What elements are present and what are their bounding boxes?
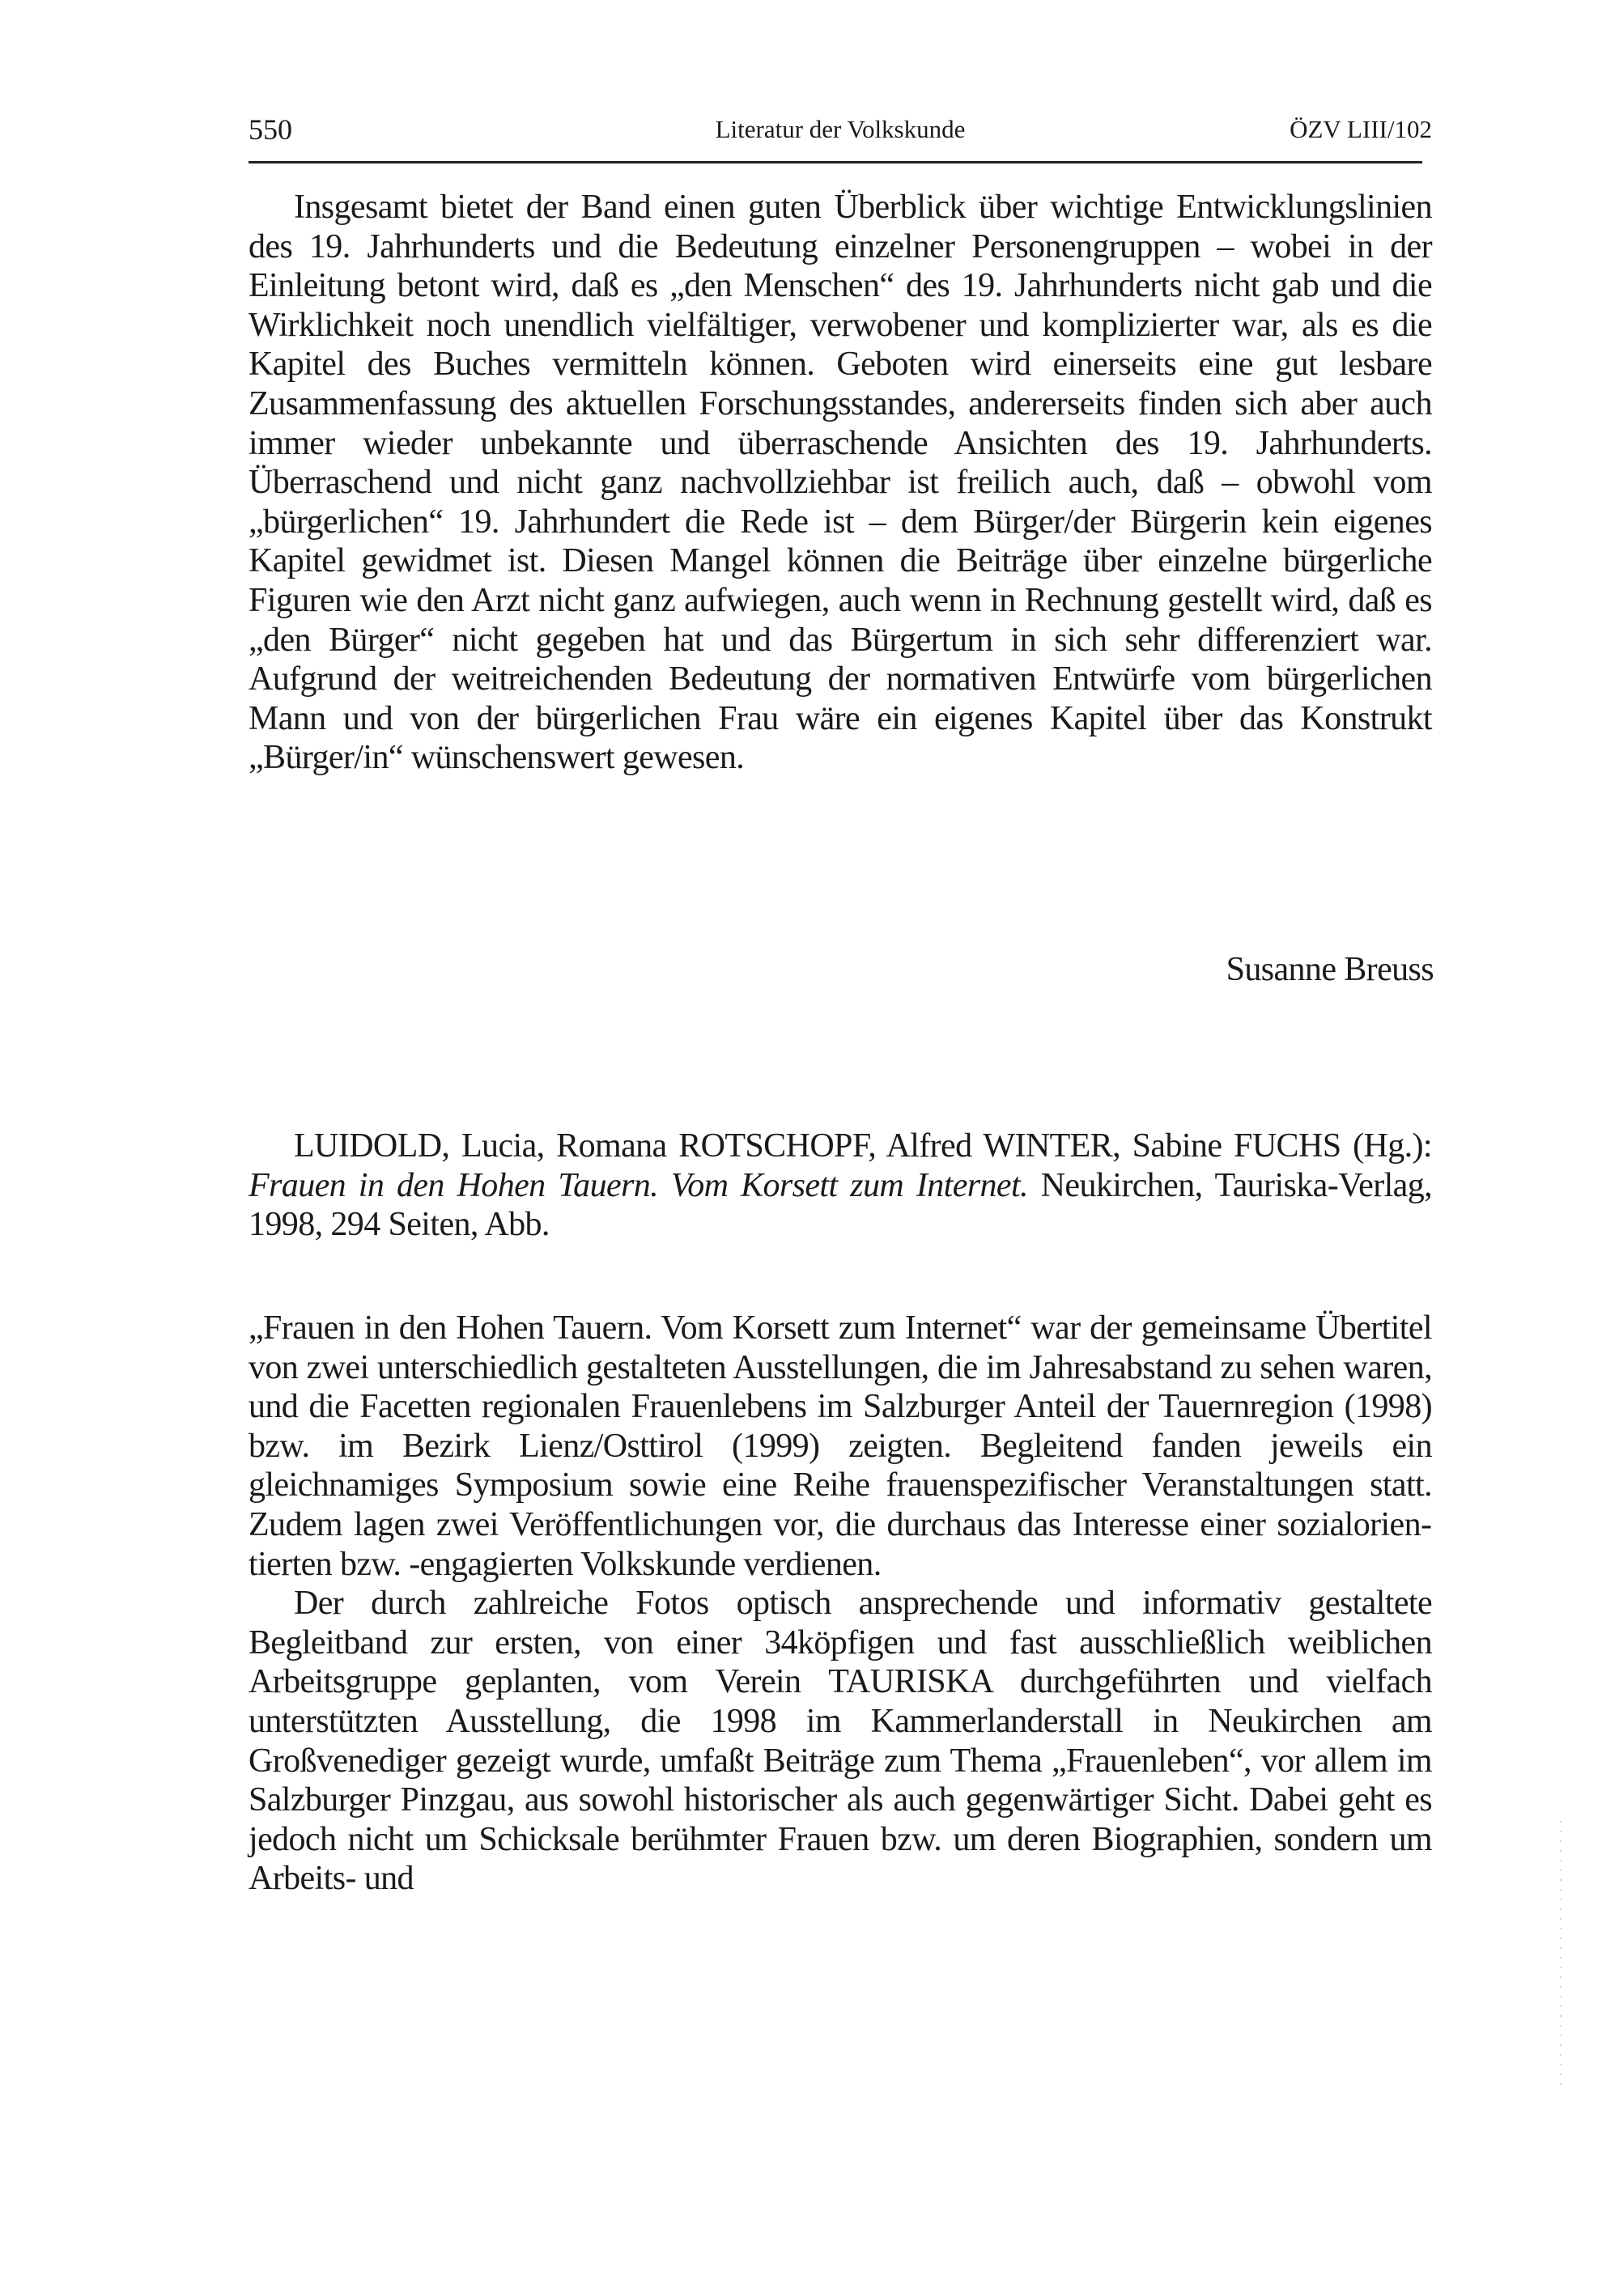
section-title: Literatur der Volkskunde	[715, 115, 966, 143]
review-2-bibliography	[249, 1127, 1432, 1245]
review-1-signature: Susanne Breuss	[1226, 951, 1434, 988]
page-number: 550	[249, 113, 292, 146]
review-1-paragraph: Insgesamt bietet der Band einen guten Überblick über wichtige Entwicklungslinien des 19. Jahrhunderts und die Bedeutung einzelner Personengruppen – wobei in der Einleitung betont wird, daß es „den Menschen“ des 19. Jahrhunderts nicht gab und die Wirklichkeit noch unendlich vielfältiger, verwobener und komplizierter war, als es die Kapitel des Buches vermitteln können. Geboten wird einerseits eine gut lesbare Zusammenfassung des aktuellen Forschungsstandes, andererseits finden sich aber auch immer wieder unbekannte und überraschende Ansichten des 19. Jahrhunderts. Überraschend und nicht ganz nachvollziehbar ist freilich auch, daß – obwohl vom „bürgerlichen“ 19. Jahrhundert die Rede ist – dem Bürger/der Bürgerin kein eigenes Kapitel gewidmet ist. Diesen Mangel können die Beiträge über einzelne bürgerliche Figuren wie den Arzt nicht ganz aufwiegen, auch wenn in Rechnung gestellt wird, daß es „den Bürger“ nicht gegeben hat und das Bürgertum in sich sehr differenziert war. Aufgrund der weitreichenden Bedeutung der normativen Entwürfe vom bürgerlichen Mann und von der bürgerlichen Frau wäre ein eigenes Kapitel über das Konstrukt „Bürger/in“ wünschenswert gewesen.	[249, 189, 1432, 777]
review-2-paragraph-2: Der durch zahlreiche Fotos optisch ansprechende und informativ gestaltete Begleitband zur ersten, von einer 34köpfigen und fast ausschließlich weiblichen Arbeitsgruppe geplanten, vom Verein TAURISKA durchgeführten und vielfach unterstützten Ausstellung, die 1998 im Kammerlanderstall in Neukirchen am Großvenediger gezeigt wurde, umfaßt Beiträge zum Thema „Frauenleben“, vor allem im Salzburger Pinzgau, aus sowohl historischer als auch gegenwärtiger Sicht. Dabei geht es jedoch nicht um Schicksale berühmter Frauen bzw. um deren Biographien, sondern um Arbeits- und	[249, 1585, 1432, 1898]
bibliography-title: Frauen in den Hohen Tauern. Vom Korsett zum Internet.	[249, 1166, 1028, 1204]
header-divider	[249, 161, 1422, 163]
running-header	[249, 109, 1432, 150]
review-1-body	[249, 188, 1432, 778]
review-2-paragraph-1: „Frauen in den Hohen Tauern. Vom Korsett zum Internet“ war der gemeinsame Übertitel von zwei unterschiedlich gestalteten Ausstellungen, die im Jahresabstand zu sehen waren, und die Facetten regionalen Frauenlebens im Salzburger Anteil der Tauernregion (1998) bzw. im Bezirk Lienz/Osttirol (1999) zeigten. Begleitend fanden jeweils ein gleichnamiges Symposium sowie eine Reihe frauenspezifischer Veranstaltungen statt. Zudem lagen zwei Veröffentlichungen vor, die durchaus das Interesse einer sozialorientierten bzw. -engagierten Volkskunde verdienen.	[249, 1309, 1432, 1583]
scan-artifact	[1560, 1821, 1562, 2088]
journal-reference: ÖZV LIII/102	[1290, 115, 1432, 143]
bibliography-entry	[249, 1127, 1432, 1245]
bibliography-publication: Neukirchen, Tauriska-Verlag, 1998, 294 Seiten, Abb.	[249, 1166, 1432, 1244]
bibliography-authors: LUIDOLD, Lucia, Romana ROTSCHOPF, Alfred WINTER, Sabine FUCHS (Hg.):	[294, 1127, 1432, 1165]
review-2-body	[249, 1309, 1432, 1899]
